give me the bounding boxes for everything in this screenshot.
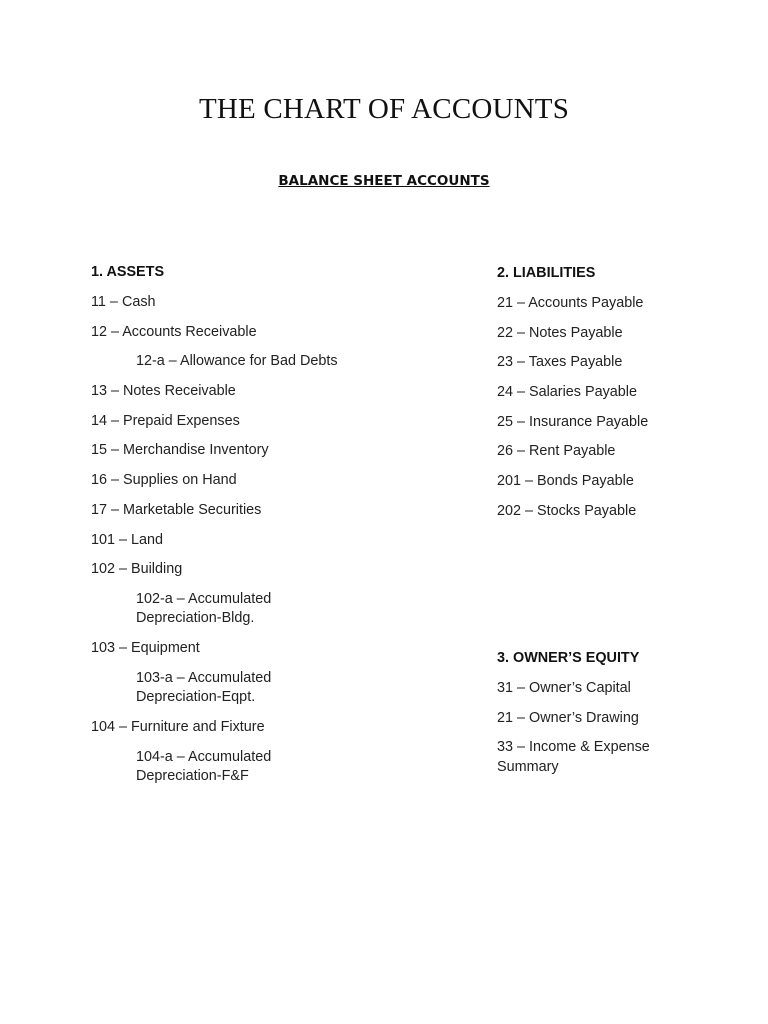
account-item: 12 – Accounts Receivable [91, 323, 257, 340]
sub-account-item: 12-a – Allowance for Bad Debts [136, 353, 338, 370]
equity-column [497, 649, 747, 788]
liabilities-heading: 2. LIABILITIES [497, 265, 596, 281]
sub-account-item [91, 590, 401, 629]
account-item: 17 – Marketable Securities [91, 501, 262, 518]
account-item: 103 – Equipment [91, 640, 200, 657]
account-item [497, 738, 747, 777]
account-item: 201 – Bonds Payable [497, 473, 634, 490]
sub-account-line: Depreciation-Bldg. [136, 610, 255, 627]
sub-account-line: 102-a – Accumulated [136, 590, 272, 607]
assets-heading: 1. ASSETS [91, 264, 165, 280]
sub-account-line: Depreciation-F&F [136, 768, 249, 785]
account-line: Summary [497, 758, 559, 775]
account-item: 202 – Stocks Payable [497, 502, 637, 519]
account-item: 31 – Owner’s Capital [497, 680, 631, 696]
account-item: 21 – Accounts Payable [497, 295, 644, 311]
assets-column [91, 263, 401, 797]
sub-account-item [91, 669, 401, 708]
account-item: 16 – Supplies on Hand [91, 472, 237, 489]
account-item: 11 – Cash [91, 294, 156, 310]
account-item: 21 – Owner’s Drawing [497, 709, 639, 726]
account-item: 22 – Notes Payable [497, 324, 623, 341]
account-item: 13 – Notes Receivable [91, 383, 236, 400]
liabilities-column [497, 264, 747, 532]
sub-account-line: 104-a – Accumulated [136, 748, 272, 765]
section-subtitle: BALANCE SHEET ACCOUNTS [278, 173, 490, 189]
account-item: 24 – Salaries Payable [497, 384, 637, 401]
account-item: 26 – Rent Payable [497, 443, 616, 460]
page-title: THE CHART OF ACCOUNTS [198, 93, 570, 125]
equity-heading: 3. OWNER’S EQUITY [497, 650, 640, 666]
account-item: 14 – Prepaid Expenses [91, 412, 240, 429]
account-item: 102 – Building [91, 561, 183, 578]
account-line: 33 – Income & Expense [497, 739, 650, 756]
account-item: 25 – Insurance Payable [497, 413, 649, 430]
sub-account-line: Depreciation-Eqpt. [136, 689, 256, 706]
sub-account-item [91, 748, 401, 787]
account-item: 15 – Merchandise Inventory [91, 442, 269, 459]
account-item: 23 – Taxes Payable [497, 354, 623, 371]
sub-account-line: 103-a – Accumulated [136, 669, 272, 686]
account-item: 101 – Land [91, 531, 164, 548]
account-item: 104 – Furniture and Fixture [91, 718, 265, 735]
